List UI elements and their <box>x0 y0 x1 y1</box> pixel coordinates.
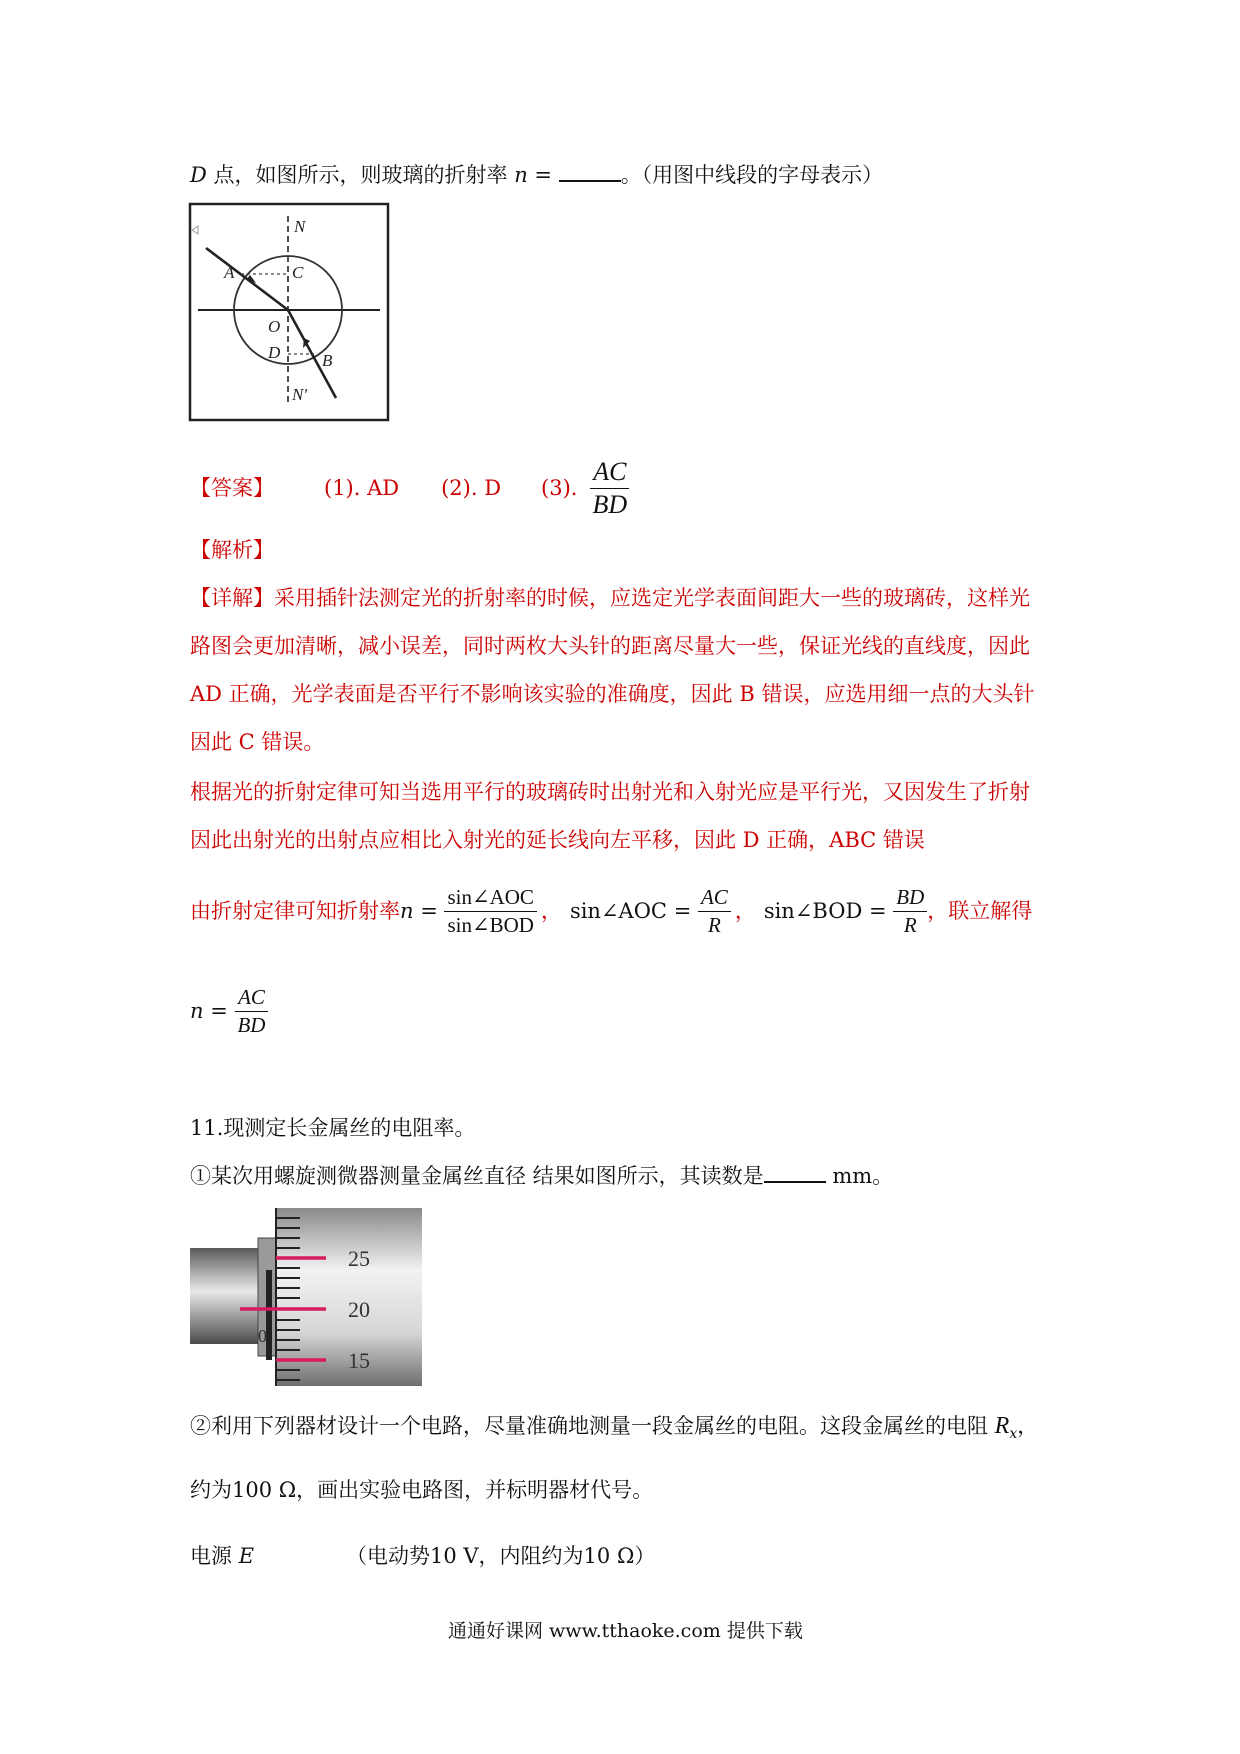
q10-tail-line: D 点，如图所示，则玻璃的折射率 n = 。（用图中线段的字母表示） <box>190 163 884 187</box>
tick-label-25: 25 <box>348 1246 370 1271</box>
sleeve-zero-label: 0 <box>258 1326 267 1346</box>
reading-blank <box>764 1181 826 1183</box>
answer-blank <box>559 180 621 182</box>
answer-item-3: (3). <box>541 476 578 500</box>
q11-part2-line2: 约为100 Ω，画出实验电路图，并标明器材代号。 <box>190 1478 654 1502</box>
source-e-line: 电源 E （电动势10 V，内阻约为10 Ω） <box>190 1544 656 1568</box>
answer-item-1: (1). AD <box>324 476 400 500</box>
label-n-prime: N′ <box>292 385 308 404</box>
micrometer-figure <box>190 1208 422 1386</box>
tick-label-20: 20 <box>348 1297 370 1322</box>
detail-tag: 【详解】 <box>190 586 274 610</box>
final-fraction: $\frac{AC}{BD}$ <box>234 986 268 1035</box>
q11-part2-line1: ②利用下列器材设计一个电路，尽量准确地测量一段金属丝的电阻。这段金属丝的电阻 $R_x$， <box>190 1413 1039 1443</box>
formula-fraction-1: $\frac{\text{sin∠AOC}}{\text{sin∠BOD}}$ <box>444 886 536 935</box>
analysis-line-4: 因此 C 错误。 <box>190 730 325 754</box>
refraction-figure <box>188 202 392 424</box>
label-o: O <box>268 317 281 336</box>
formula-fraction-2: $\frac{AC}{R}$ <box>698 886 731 935</box>
answer-line <box>190 458 630 518</box>
formula-fraction-3: $\frac{BD}{R}$ <box>893 886 927 935</box>
label-d: D <box>268 343 281 362</box>
analysis-tag: 【解析】 <box>190 538 274 562</box>
q11-part1: ①某次用螺旋测微器测量金属丝直径 结果如图所示，其读数是 mm。 <box>190 1164 894 1188</box>
q11-title: 11.现测定长金属丝的电阻率。 <box>190 1116 476 1140</box>
label-n: N <box>294 217 306 236</box>
analysis-line-6: 因此出射光的出射点应相比入射光的延长线向左平移，因此 D 正确，ABC 错误 <box>190 828 925 852</box>
analysis-line-5: 根据光的折射定律可知当选用平行的玻璃砖时出射光和入射光应是平行光，又因发生了折射 <box>190 780 1030 804</box>
page-footer: 通通好课网 www.tthaoke.com 提供下载 <box>448 1620 803 1642</box>
tick-label-15: 15 <box>348 1348 370 1373</box>
formula-line: 由折射定律可知折射率 n = $\frac{\text{sin∠AOC}}{\text{sin∠BOD}}$ ， sin∠AOC = $\frac{AC}{R}$ ， sin∠BOD = $\frac{BD}{R}$ ，联立解得 <box>190 885 1033 937</box>
micrometer-sleeve <box>190 1248 260 1344</box>
analysis-line-1: 【详解】采用插针法测定光的折射率的时候，应选定光学表面间距大一些的玻璃砖，这样光 <box>190 586 1030 610</box>
point-d-label: D <box>190 163 207 187</box>
analysis-line-3: AD 正确，光学表面是否平行不影响该实验的准确度，因此 B 错误，应选用细一点的大头针 <box>190 682 1035 706</box>
analysis-line-2: 路图会更加清晰，减小误差，同时两枚大头针的距离尽量大一些，保证光线的直线度，因此 <box>190 634 1030 658</box>
label-a: A <box>224 263 235 282</box>
answer-tag: 【答案】 <box>190 476 274 500</box>
answer-fraction: $\frac{AC}{BD}$ <box>589 458 630 518</box>
final-result: n = $\frac{AC}{BD}$ <box>190 978 268 1044</box>
answer-item-2: (2). D <box>441 476 502 500</box>
label-c: C <box>292 263 304 282</box>
label-b: B <box>322 351 333 370</box>
